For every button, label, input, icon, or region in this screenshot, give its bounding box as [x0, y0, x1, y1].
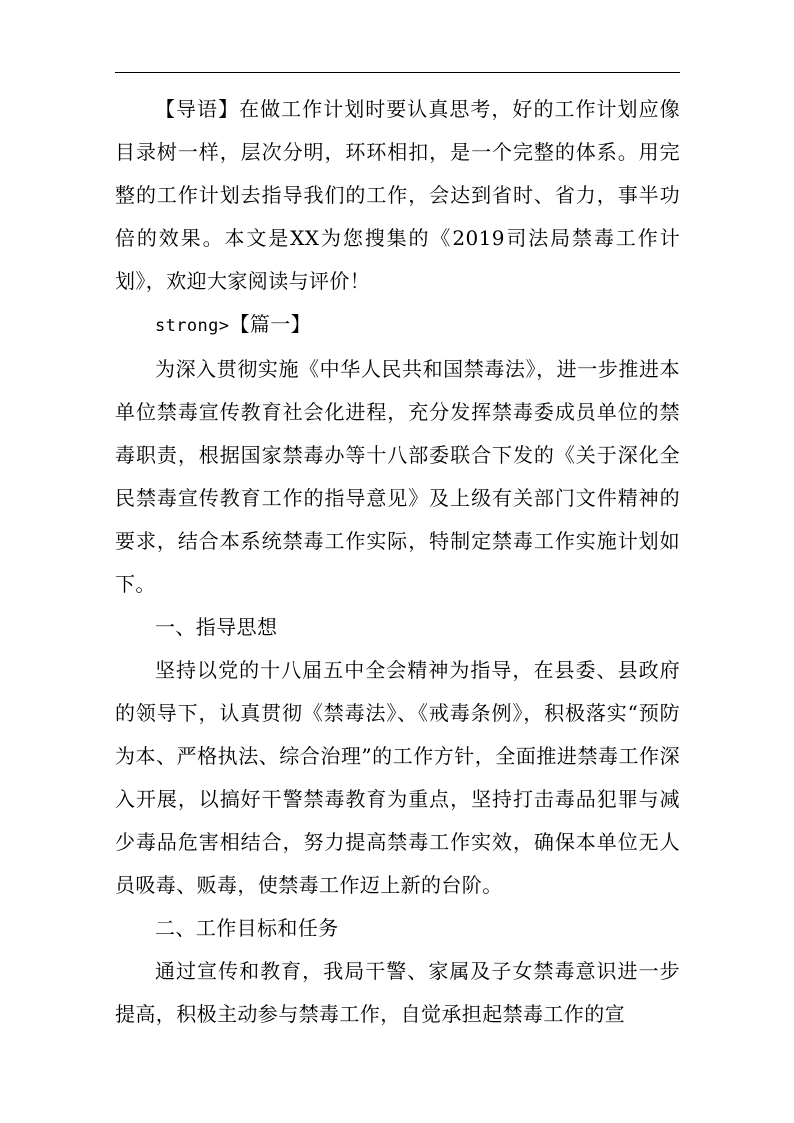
strong-prefix: strong>	[155, 316, 230, 336]
section-heading-2: 二、工作目标和任务	[155, 916, 339, 940]
document-body	[115, 88, 680, 1036]
header-rule	[115, 72, 680, 73]
intro-paragraph: 【导语】在做工作计划时要认真思考，好的工作计划应像目录树一样，层次分明，环环相扣，是一个完整的体系。用完整的工作计划去指导我们的工作，会达到省时、省力，事半功倍的效果。本文是XX为您搜集的《2019司法局禁毒工作计划》，欢迎大家阅读与评价！	[115, 97, 680, 293]
paragraph-1: 为深入贯彻实施《中华人民共和国禁毒法》，进一步推进本单位禁毒宣传教育社会化进程，充分发挥禁毒委成员单位的禁毒职责，根据国家禁毒办等十八部委联合下发的《关于深化全民禁毒宣传教育工作的指导意见》及上级有关部门文件精神的要求，结合本系统禁毒工作实际，特制定禁毒工作实施计划如下。	[115, 357, 680, 596]
section-heading-1: 一、指导思想	[155, 615, 278, 639]
part-label: 【篇一】	[229, 312, 312, 336]
paragraph-3: 通过宣传和教育，我局干警、家属及子女禁毒意识进一步提高，积极主动参与禁毒工作，自觉承担起禁毒工作的宣	[115, 959, 680, 1026]
paragraph-2: 坚持以党的十八届五中全会精神为指导，在县委、县政府的领导下，认真贯彻《禁毒法》、《戒毒条例》，积极落实“预防为本、严格执法、综合治理”的工作方针，全面推进禁毒工作深入开展，以搞好干警禁毒教育为重点，坚持打击毒品犯罪与减少毒品危害相结合，努力提高禁毒工作实效，确保本单位无人员吸毒、贩毒，使禁毒工作迈上新的台阶。	[115, 658, 680, 897]
part-heading	[115, 303, 680, 348]
